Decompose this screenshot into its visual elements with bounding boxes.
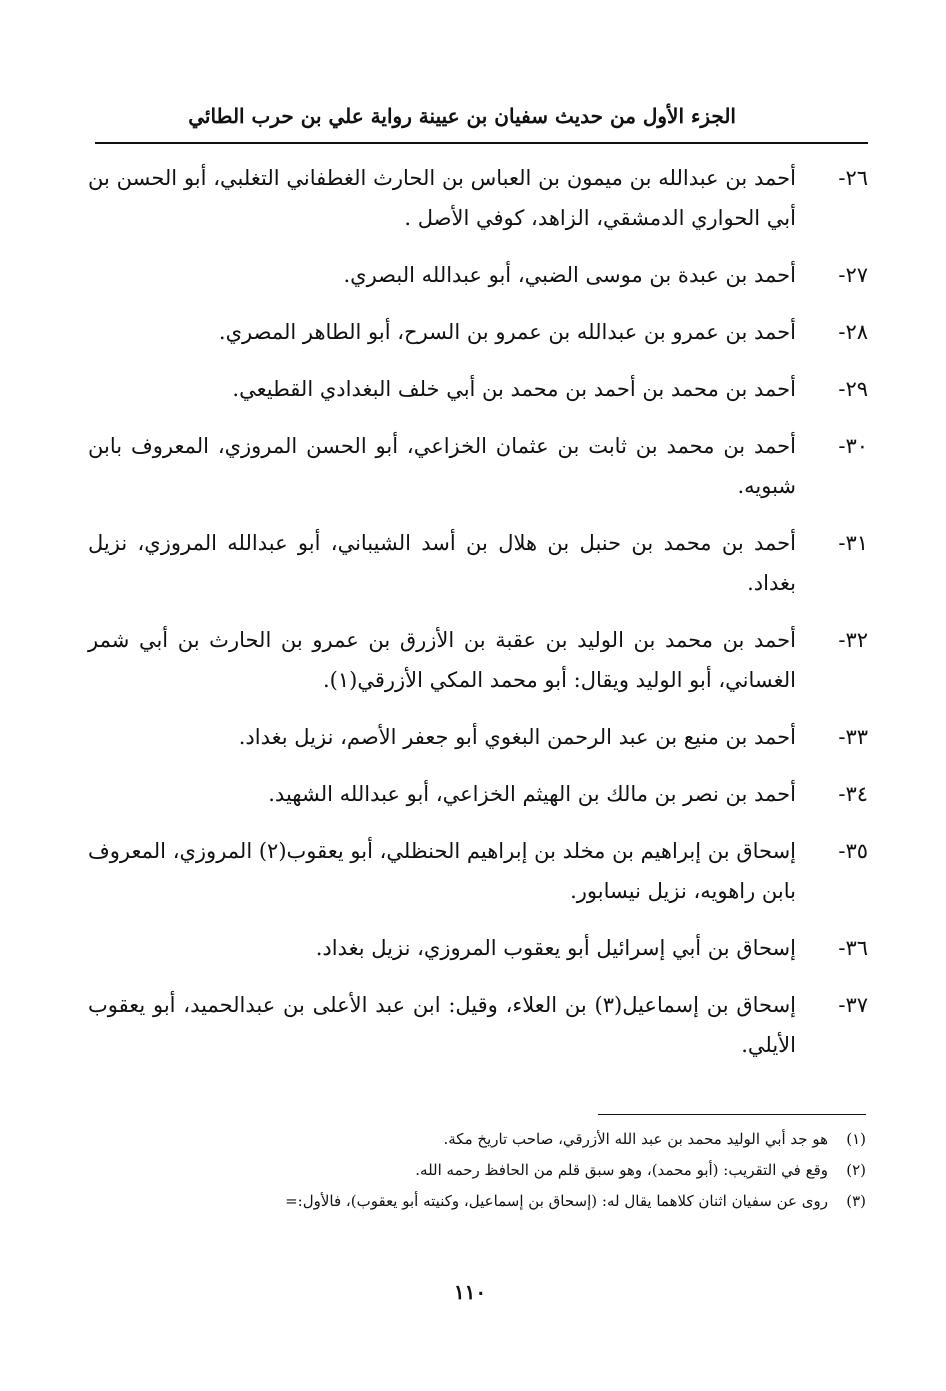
entry-number: ٣٦-	[838, 936, 868, 960]
entry-text: أحمد بن نصر بن مالك بن الهيثم الخزاعي، أبو عبدالله الشهيد.	[268, 782, 796, 806]
running-header: الجزء الأول من حديث سفيان بن عيينة رواية علي بن حرب الطائي	[188, 104, 736, 128]
entry-text: أحمد بن عمرو بن عبدالله بن عمرو بن السرح، أبو الطاهر المصري.	[218, 320, 796, 344]
entry-text: أحمد بن عبدة بن موسى الضبي، أبو عبدالله البصري.	[343, 263, 796, 287]
header-divider	[95, 142, 868, 144]
entry-number: ٣٥-	[838, 839, 868, 863]
footnote-number: (٢)	[846, 1161, 866, 1179]
entry-number: ٢٦-	[838, 166, 868, 190]
narrator-list	[88, 158, 868, 1082]
entry-number: ٣٤-	[838, 782, 868, 806]
footnote-divider	[598, 1114, 866, 1115]
entry-text: أحمد بن محمد بن ثابت بن عثمان الخزاعي، أبو الحسن المروزي، المعروف بابن شبويه.	[88, 434, 796, 498]
footnote-text: هو جد أبي الوليد محمد بن عبد الله الأزرقي، صاحب تاريخ مكة.	[443, 1130, 828, 1148]
list-item	[88, 312, 868, 352]
entry-text: أحمد بن محمد بن أحمد بن محمد بن أبي خلف البغدادي القطيعي.	[232, 377, 796, 401]
entry-text: إسحاق بن إبراهيم بن مخلد بن إبراهيم الحنظلي، أبو يعقوب(٢) المروزي، المعروف بابن راهويه، نزيل نيسابور.	[88, 839, 796, 903]
list-item	[88, 774, 868, 814]
entry-text: أحمد بن عبدالله بن ميمون بن العباس بن الحارث الغطفاني التغلبي، أبو الحسن بن أبي الحواري الدمشقي، الزاهد، كوفي الأصل .	[88, 166, 796, 230]
footnote-text: روى عن سفيان اثنان كلاهما يقال له: (إسحاق بن إسماعيل، وكنيته أبو يعقوب)، فالأول:=	[285, 1192, 828, 1210]
entry-text: إسحاق بن أبي إسرائيل أبو يعقوب المروزي، نزيل بغداد.	[315, 936, 796, 960]
list-item	[88, 928, 868, 968]
list-item	[88, 523, 868, 603]
entry-text: إسحاق بن إسماعيل(٣) بن العلاء، وقيل: ابن عبد الأعلى بن عبدالحميد، أبو يعقوب الأيلي.	[88, 993, 796, 1057]
footnote	[86, 1155, 866, 1186]
entry-number: ٣٧-	[838, 993, 868, 1017]
list-item	[88, 369, 868, 409]
list-item	[88, 717, 868, 757]
entry-text: أحمد بن محمد بن الوليد بن عقبة بن الأزرق بن عمرو بن الحارث بن أبي شمر الغساني، أبو الوليد ويقال: أبو محمد المكي الأزرقي(١).	[88, 628, 796, 692]
list-item	[88, 255, 868, 295]
footnote	[86, 1124, 866, 1155]
entry-text: أحمد بن منيع بن عبد الرحمن البغوي أبو جعفر الأصم، نزيل بغداد.	[238, 725, 796, 749]
footnote-text: وقع في التقريب: (أبو محمد)، وهو سبق قلم من الحافظ رحمه الله.	[415, 1161, 828, 1179]
entry-number: ٢٨-	[838, 320, 868, 344]
page-number: ١١٠	[453, 1280, 487, 1304]
footnote-number: (٣)	[846, 1192, 866, 1210]
entry-number: ٣٣-	[838, 725, 868, 749]
list-item	[88, 985, 868, 1065]
footnotes	[86, 1124, 866, 1217]
list-item	[88, 620, 868, 700]
footnote-number: (١)	[846, 1130, 866, 1148]
entry-number: ٣١-	[838, 531, 868, 555]
entry-number: ٣٢-	[838, 628, 868, 652]
entry-number: ٢٩-	[838, 377, 868, 401]
entry-number: ٢٧-	[838, 263, 868, 287]
entry-number: ٣٠-	[838, 434, 868, 458]
list-item	[88, 426, 868, 506]
footnote	[86, 1186, 866, 1217]
list-item	[88, 158, 868, 238]
entry-text: أحمد بن محمد بن حنبل بن هلال بن أسد الشيباني، أبو عبدالله المروزي، نزيل بغداد.	[88, 531, 796, 595]
list-item	[88, 831, 868, 911]
